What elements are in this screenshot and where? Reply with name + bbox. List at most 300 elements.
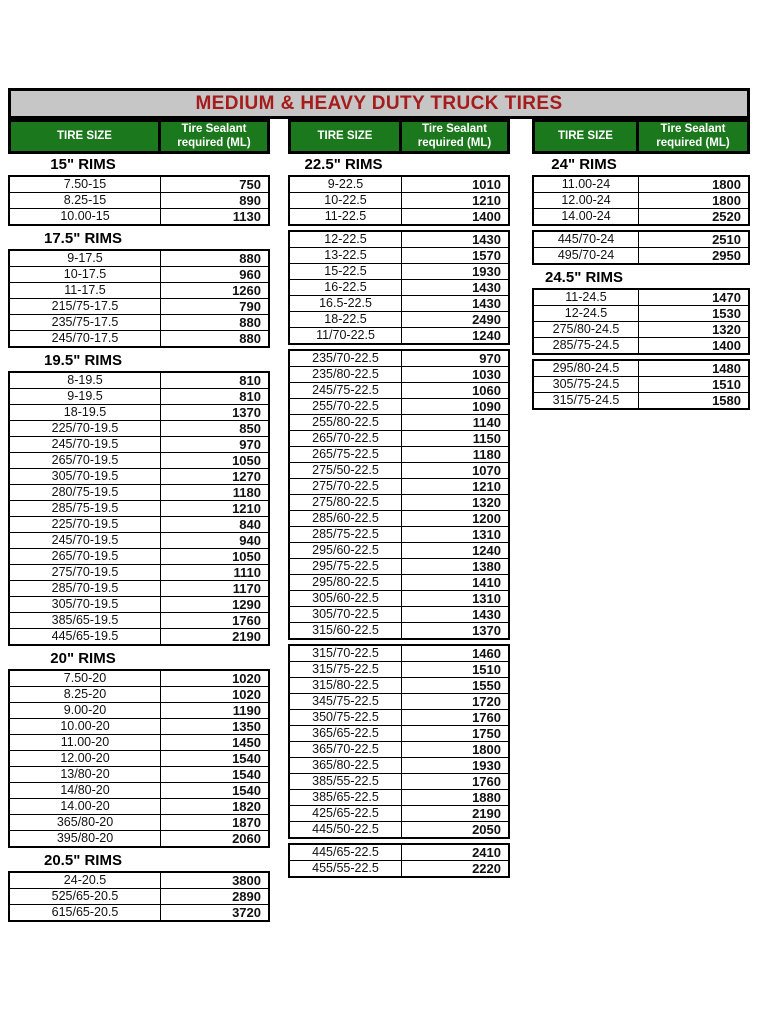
tire-size-cell: 9-17.5 bbox=[9, 250, 161, 267]
tire-size-cell: 11.00-24 bbox=[533, 176, 639, 193]
sealant-value-cell: 1020 bbox=[161, 687, 270, 703]
tire-size-cell: 385/65-22.5 bbox=[289, 790, 402, 806]
sealant-value-cell: 880 bbox=[161, 315, 270, 331]
sealant-value-cell: 1310 bbox=[402, 591, 510, 607]
table-row bbox=[289, 861, 509, 878]
table-row bbox=[533, 360, 749, 377]
tire-size-cell: 365/80-20 bbox=[9, 815, 161, 831]
table-row bbox=[9, 176, 269, 193]
tire-size-cell: 315/70-22.5 bbox=[289, 645, 402, 662]
tire-size-cell: 225/70-19.5 bbox=[9, 517, 161, 533]
table-row bbox=[289, 623, 509, 640]
tire-size-cell: 615/65-20.5 bbox=[9, 905, 161, 922]
tire-column bbox=[8, 119, 270, 924]
tire-size-cell: 445/65-22.5 bbox=[289, 844, 402, 861]
tire-size-cell: 275/80-24.5 bbox=[533, 322, 639, 338]
table-row bbox=[533, 289, 749, 306]
tire-size-cell: 445/70-24 bbox=[533, 231, 639, 248]
tire-size-cell: 285/75-22.5 bbox=[289, 527, 402, 543]
tire-table bbox=[532, 359, 750, 410]
sealant-value-cell: 840 bbox=[161, 517, 270, 533]
table-row bbox=[9, 703, 269, 719]
sealant-value-cell: 1410 bbox=[402, 575, 510, 591]
table-row bbox=[289, 248, 509, 264]
tire-size-cell: 8.25-20 bbox=[9, 687, 161, 703]
tire-size-cell: 9-19.5 bbox=[9, 389, 161, 405]
table-row bbox=[9, 331, 269, 348]
table-row bbox=[289, 367, 509, 383]
tire-size-cell: 295/60-22.5 bbox=[289, 543, 402, 559]
table-row bbox=[289, 758, 509, 774]
tire-size-cell: 11-17.5 bbox=[9, 283, 161, 299]
sealant-value-cell: 3720 bbox=[161, 905, 270, 922]
sealant-value-cell: 1870 bbox=[161, 815, 270, 831]
tire-table bbox=[532, 288, 750, 355]
sealant-value-cell: 750 bbox=[161, 176, 270, 193]
tire-size-cell: 10-17.5 bbox=[9, 267, 161, 283]
rim-section-title: 24.5" RIMS bbox=[545, 269, 623, 286]
tire-size-cell: 365/70-22.5 bbox=[289, 742, 402, 758]
tire-size-cell: 245/70-17.5 bbox=[9, 331, 161, 348]
table-row bbox=[289, 645, 509, 662]
sealant-value-cell: 1370 bbox=[161, 405, 270, 421]
sealant-value-cell: 1010 bbox=[402, 176, 510, 193]
sealant-value-cell: 1530 bbox=[639, 306, 750, 322]
table-row bbox=[289, 231, 509, 248]
table-row bbox=[9, 687, 269, 703]
tire-size-cell: 525/65-20.5 bbox=[9, 889, 161, 905]
tire-size-cell: 315/75-24.5 bbox=[533, 393, 639, 410]
sealant-value-cell: 1060 bbox=[402, 383, 510, 399]
tire-size-cell: 305/70-19.5 bbox=[9, 597, 161, 613]
tire-size-cell: 285/75-19.5 bbox=[9, 501, 161, 517]
tire-size-cell: 7.50-15 bbox=[9, 176, 161, 193]
tire-size-cell: 24-20.5 bbox=[9, 872, 161, 889]
table-row bbox=[9, 629, 269, 646]
tire-column bbox=[288, 119, 510, 880]
tire-size-cell: 265/70-22.5 bbox=[289, 431, 402, 447]
sealant-value-cell: 1030 bbox=[402, 367, 510, 383]
tire-size-cell: 365/65-22.5 bbox=[289, 726, 402, 742]
sealant-value-cell: 1800 bbox=[639, 176, 750, 193]
tire-table bbox=[532, 175, 750, 226]
table-row bbox=[533, 306, 749, 322]
table-row bbox=[289, 264, 509, 280]
table-row bbox=[289, 822, 509, 839]
table-row bbox=[9, 670, 269, 687]
table-row bbox=[289, 176, 509, 193]
table-row bbox=[289, 463, 509, 479]
sealant-value-cell: 1210 bbox=[161, 501, 270, 517]
table-row bbox=[289, 447, 509, 463]
table-row bbox=[9, 751, 269, 767]
table-row bbox=[9, 250, 269, 267]
sealant-value-cell: 2060 bbox=[161, 831, 270, 848]
rim-section-title: 19.5" RIMS bbox=[44, 352, 122, 369]
tire-size-cell: 18-22.5 bbox=[289, 312, 402, 328]
tire-size-cell: 445/65-19.5 bbox=[9, 629, 161, 646]
sealant-value-cell: 1510 bbox=[402, 662, 510, 678]
sealant-value-cell: 2410 bbox=[402, 844, 510, 861]
table-row bbox=[289, 543, 509, 559]
tire-size-cell: 11-22.5 bbox=[289, 209, 402, 226]
tire-size-cell: 285/75-24.5 bbox=[533, 338, 639, 355]
tire-size-header: TIRE SIZE bbox=[535, 122, 639, 151]
sealant-value-cell: 1380 bbox=[402, 559, 510, 575]
sealant-value-cell: 960 bbox=[161, 267, 270, 283]
tire-size-cell: 16.5-22.5 bbox=[289, 296, 402, 312]
sealant-value-cell: 1290 bbox=[161, 597, 270, 613]
sealant-value-cell: 2520 bbox=[639, 209, 750, 226]
sealant-value-cell: 1320 bbox=[639, 322, 750, 338]
sealant-value-cell: 1430 bbox=[402, 296, 510, 312]
sealant-value-cell: 940 bbox=[161, 533, 270, 549]
tire-size-cell: 365/80-22.5 bbox=[289, 758, 402, 774]
sealant-value-cell: 2220 bbox=[402, 861, 510, 878]
sealant-value-cell: 1200 bbox=[402, 511, 510, 527]
table-row bbox=[9, 421, 269, 437]
tire-size-cell: 18-19.5 bbox=[9, 405, 161, 421]
tire-size-cell: 305/70-22.5 bbox=[289, 607, 402, 623]
sealant-value-cell: 1760 bbox=[402, 710, 510, 726]
sealant-value-cell: 1480 bbox=[639, 360, 750, 377]
sealant-value-cell: 1930 bbox=[402, 264, 510, 280]
table-row bbox=[9, 209, 269, 226]
sealant-value-cell: 970 bbox=[161, 437, 270, 453]
tire-size-cell: 14/80-20 bbox=[9, 783, 161, 799]
table-row bbox=[289, 399, 509, 415]
tire-table bbox=[288, 230, 510, 345]
tire-size-cell: 10-22.5 bbox=[289, 193, 402, 209]
tire-size-cell: 295/75-22.5 bbox=[289, 559, 402, 575]
table-row bbox=[289, 527, 509, 543]
tire-size-cell: 8.25-15 bbox=[9, 193, 161, 209]
table-row bbox=[289, 774, 509, 790]
sealant-value-cell: 880 bbox=[161, 331, 270, 348]
tire-size-cell: 11/70-22.5 bbox=[289, 328, 402, 345]
sealant-value-cell: 1470 bbox=[639, 289, 750, 306]
table-row bbox=[9, 315, 269, 331]
sealant-value-cell: 1090 bbox=[402, 399, 510, 415]
table-row bbox=[533, 231, 749, 248]
sealant-value-cell: 1110 bbox=[161, 565, 270, 581]
sealant-value-cell: 1210 bbox=[402, 479, 510, 495]
table-row bbox=[9, 565, 269, 581]
sealant-value-cell: 1370 bbox=[402, 623, 510, 640]
sealant-value-cell: 810 bbox=[161, 372, 270, 389]
rim-section-title: 24" RIMS bbox=[551, 156, 617, 173]
tire-size-cell: 265/70-19.5 bbox=[9, 453, 161, 469]
sealant-value-cell: 1310 bbox=[402, 527, 510, 543]
sealant-value-cell: 1580 bbox=[639, 393, 750, 410]
tire-size-cell: 255/70-22.5 bbox=[289, 399, 402, 415]
sealant-value-cell: 1800 bbox=[639, 193, 750, 209]
tire-size-cell: 14.00-20 bbox=[9, 799, 161, 815]
tire-size-cell: 14.00-24 bbox=[533, 209, 639, 226]
table-row bbox=[9, 437, 269, 453]
sealant-header: Tire Sealant required (ML) bbox=[161, 122, 267, 151]
table-row bbox=[289, 742, 509, 758]
sealant-value-cell: 2510 bbox=[639, 231, 750, 248]
sealant-value-cell: 810 bbox=[161, 389, 270, 405]
table-row bbox=[9, 613, 269, 629]
tire-size-cell: 425/65-22.5 bbox=[289, 806, 402, 822]
table-row bbox=[9, 533, 269, 549]
tire-size-cell: 235/75-17.5 bbox=[9, 315, 161, 331]
rim-section-title: 20.5" RIMS bbox=[44, 852, 122, 869]
tire-size-cell: 345/75-22.5 bbox=[289, 694, 402, 710]
tire-table bbox=[8, 371, 270, 646]
table-row bbox=[9, 905, 269, 922]
table-columns bbox=[8, 119, 750, 924]
table-row bbox=[289, 678, 509, 694]
table-row bbox=[289, 495, 509, 511]
table-row bbox=[289, 806, 509, 822]
sealant-value-cell: 1720 bbox=[402, 694, 510, 710]
table-row bbox=[9, 389, 269, 405]
sealant-header: Tire Sealant required (ML) bbox=[402, 122, 507, 151]
tire-size-header: TIRE SIZE bbox=[291, 122, 402, 151]
tire-size-cell: 275/70-22.5 bbox=[289, 479, 402, 495]
tire-size-cell: 245/75-22.5 bbox=[289, 383, 402, 399]
table-row bbox=[9, 831, 269, 848]
sealant-value-cell: 1270 bbox=[161, 469, 270, 485]
table-row bbox=[533, 338, 749, 355]
sealant-value-cell: 850 bbox=[161, 421, 270, 437]
sealant-value-cell: 1050 bbox=[161, 549, 270, 565]
tire-size-cell: 315/75-22.5 bbox=[289, 662, 402, 678]
sealant-value-cell: 1150 bbox=[402, 431, 510, 447]
table-row bbox=[533, 248, 749, 265]
tire-size-cell: 215/75-17.5 bbox=[9, 299, 161, 315]
table-row bbox=[289, 575, 509, 591]
table-row bbox=[289, 431, 509, 447]
tire-size-cell: 395/80-20 bbox=[9, 831, 161, 848]
tire-size-cell: 245/70-19.5 bbox=[9, 533, 161, 549]
column-header bbox=[532, 119, 750, 154]
table-row bbox=[289, 591, 509, 607]
tire-size-cell: 445/50-22.5 bbox=[289, 822, 402, 839]
tire-size-cell: 285/70-19.5 bbox=[9, 581, 161, 597]
tire-size-cell: 265/70-19.5 bbox=[9, 549, 161, 565]
sealant-value-cell: 1350 bbox=[161, 719, 270, 735]
table-row bbox=[289, 383, 509, 399]
table-row bbox=[289, 726, 509, 742]
sealant-value-cell: 1020 bbox=[161, 670, 270, 687]
page-title: MEDIUM & HEAVY DUTY TRUCK TIRES bbox=[8, 88, 750, 119]
table-row bbox=[289, 350, 509, 367]
table-row bbox=[9, 799, 269, 815]
sealant-value-cell: 2490 bbox=[402, 312, 510, 328]
sealant-value-cell: 1190 bbox=[161, 703, 270, 719]
tire-table bbox=[288, 644, 510, 839]
table-row bbox=[9, 405, 269, 421]
sealant-value-cell: 1930 bbox=[402, 758, 510, 774]
sealant-value-cell: 1460 bbox=[402, 645, 510, 662]
table-row bbox=[9, 517, 269, 533]
sealant-value-cell: 790 bbox=[161, 299, 270, 315]
table-row bbox=[289, 312, 509, 328]
tire-size-cell: 8-19.5 bbox=[9, 372, 161, 389]
sealant-value-cell: 1130 bbox=[161, 209, 270, 226]
sealant-value-cell: 1210 bbox=[402, 193, 510, 209]
tire-size-cell: 16-22.5 bbox=[289, 280, 402, 296]
table-row bbox=[289, 662, 509, 678]
tire-size-cell: 455/55-22.5 bbox=[289, 861, 402, 878]
table-row bbox=[289, 479, 509, 495]
table-row bbox=[9, 889, 269, 905]
table-row bbox=[533, 209, 749, 226]
table-row bbox=[289, 511, 509, 527]
tire-size-cell: 235/80-22.5 bbox=[289, 367, 402, 383]
tire-size-cell: 275/80-22.5 bbox=[289, 495, 402, 511]
tire-size-cell: 275/70-19.5 bbox=[9, 565, 161, 581]
table-row bbox=[9, 735, 269, 751]
tire-size-cell: 305/60-22.5 bbox=[289, 591, 402, 607]
tire-column bbox=[532, 119, 750, 412]
sealant-value-cell: 1750 bbox=[402, 726, 510, 742]
table-row bbox=[9, 501, 269, 517]
sealant-value-cell: 880 bbox=[161, 250, 270, 267]
sealant-value-cell: 1400 bbox=[402, 209, 510, 226]
sealant-value-cell: 2950 bbox=[639, 248, 750, 265]
rim-section-title: 17.5" RIMS bbox=[44, 230, 122, 247]
tire-size-cell: 495/70-24 bbox=[533, 248, 639, 265]
table-row bbox=[289, 280, 509, 296]
sealant-value-cell: 1510 bbox=[639, 377, 750, 393]
sealant-value-cell: 1800 bbox=[402, 742, 510, 758]
table-row bbox=[9, 193, 269, 209]
sealant-value-cell: 1880 bbox=[402, 790, 510, 806]
column-header bbox=[8, 119, 270, 154]
sealant-value-cell: 2890 bbox=[161, 889, 270, 905]
tire-size-cell: 285/60-22.5 bbox=[289, 511, 402, 527]
tire-size-header: TIRE SIZE bbox=[11, 122, 161, 151]
sealant-value-cell: 2190 bbox=[161, 629, 270, 646]
table-row bbox=[533, 193, 749, 209]
tire-size-cell: 225/70-19.5 bbox=[9, 421, 161, 437]
sealant-value-cell: 1820 bbox=[161, 799, 270, 815]
table-row bbox=[533, 322, 749, 338]
tire-size-cell: 13-22.5 bbox=[289, 248, 402, 264]
tire-table bbox=[8, 871, 270, 922]
table-row bbox=[9, 872, 269, 889]
table-row bbox=[9, 372, 269, 389]
table-row bbox=[9, 267, 269, 283]
sealant-value-cell: 1320 bbox=[402, 495, 510, 511]
tire-size-cell: 12.00-20 bbox=[9, 751, 161, 767]
tire-size-cell: 7.50-20 bbox=[9, 670, 161, 687]
sealant-value-cell: 1540 bbox=[161, 751, 270, 767]
sealant-value-cell: 2190 bbox=[402, 806, 510, 822]
tire-table bbox=[288, 175, 510, 226]
sealant-header: Tire Sealant required (ML) bbox=[639, 122, 747, 151]
tire-table bbox=[288, 349, 510, 640]
sealant-value-cell: 1430 bbox=[402, 231, 510, 248]
tire-size-cell: 245/70-19.5 bbox=[9, 437, 161, 453]
table-row bbox=[9, 597, 269, 613]
rim-section-title: 20" RIMS bbox=[50, 650, 116, 667]
tire-size-cell: 12-22.5 bbox=[289, 231, 402, 248]
table-row bbox=[289, 694, 509, 710]
tire-size-cell: 265/75-22.5 bbox=[289, 447, 402, 463]
table-row bbox=[533, 393, 749, 410]
tire-size-cell: 13/80-20 bbox=[9, 767, 161, 783]
table-row bbox=[289, 607, 509, 623]
table-row bbox=[9, 719, 269, 735]
table-row bbox=[9, 469, 269, 485]
tire-table bbox=[532, 230, 750, 265]
sealant-value-cell: 3800 bbox=[161, 872, 270, 889]
tire-size-cell: 9.00-20 bbox=[9, 703, 161, 719]
sealant-value-cell: 1050 bbox=[161, 453, 270, 469]
sealant-value-cell: 1240 bbox=[402, 328, 510, 345]
tire-size-cell: 9-22.5 bbox=[289, 176, 402, 193]
tire-size-cell: 235/70-22.5 bbox=[289, 350, 402, 367]
table-row bbox=[289, 790, 509, 806]
tire-size-cell: 315/80-22.5 bbox=[289, 678, 402, 694]
sealant-value-cell: 1550 bbox=[402, 678, 510, 694]
sealant-value-cell: 1180 bbox=[161, 485, 270, 501]
tire-table bbox=[8, 669, 270, 848]
table-row bbox=[9, 283, 269, 299]
sealant-value-cell: 1760 bbox=[402, 774, 510, 790]
tire-size-cell: 10.00-15 bbox=[9, 209, 161, 226]
tire-size-cell: 275/50-22.5 bbox=[289, 463, 402, 479]
sealant-value-cell: 1180 bbox=[402, 447, 510, 463]
sealant-value-cell: 1070 bbox=[402, 463, 510, 479]
sealant-value-cell: 1430 bbox=[402, 607, 510, 623]
table-row bbox=[9, 453, 269, 469]
tire-size-cell: 305/75-24.5 bbox=[533, 377, 639, 393]
sealant-value-cell: 1430 bbox=[402, 280, 510, 296]
sealant-value-cell: 1450 bbox=[161, 735, 270, 751]
tire-size-cell: 315/60-22.5 bbox=[289, 623, 402, 640]
table-row bbox=[289, 559, 509, 575]
table-row bbox=[9, 485, 269, 501]
table-row bbox=[9, 549, 269, 565]
tire-size-cell: 11.00-20 bbox=[9, 735, 161, 751]
table-row bbox=[289, 710, 509, 726]
sealant-value-cell: 2050 bbox=[402, 822, 510, 839]
tire-table bbox=[288, 843, 510, 878]
table-row bbox=[9, 783, 269, 799]
tire-size-cell: 15-22.5 bbox=[289, 264, 402, 280]
tire-size-cell: 295/80-22.5 bbox=[289, 575, 402, 591]
tire-size-cell: 295/80-24.5 bbox=[533, 360, 639, 377]
rim-section-title: 15" RIMS bbox=[50, 156, 116, 173]
table-row bbox=[9, 815, 269, 831]
sealant-value-cell: 1170 bbox=[161, 581, 270, 597]
table-row bbox=[289, 296, 509, 312]
sealant-value-cell: 1540 bbox=[161, 783, 270, 799]
tire-size-cell: 350/75-22.5 bbox=[289, 710, 402, 726]
tire-size-cell: 10.00-20 bbox=[9, 719, 161, 735]
tire-size-cell: 11-24.5 bbox=[533, 289, 639, 306]
table-row bbox=[9, 767, 269, 783]
table-row bbox=[289, 328, 509, 345]
sealant-value-cell: 1260 bbox=[161, 283, 270, 299]
sealant-value-cell: 1400 bbox=[639, 338, 750, 355]
tire-size-cell: 305/70-19.5 bbox=[9, 469, 161, 485]
sealant-value-cell: 1240 bbox=[402, 543, 510, 559]
sealant-value-cell: 890 bbox=[161, 193, 270, 209]
table-row bbox=[289, 193, 509, 209]
column-header bbox=[288, 119, 510, 154]
tire-size-cell: 255/80-22.5 bbox=[289, 415, 402, 431]
sealant-value-cell: 1570 bbox=[402, 248, 510, 264]
rim-section-title: 22.5" RIMS bbox=[304, 156, 383, 173]
